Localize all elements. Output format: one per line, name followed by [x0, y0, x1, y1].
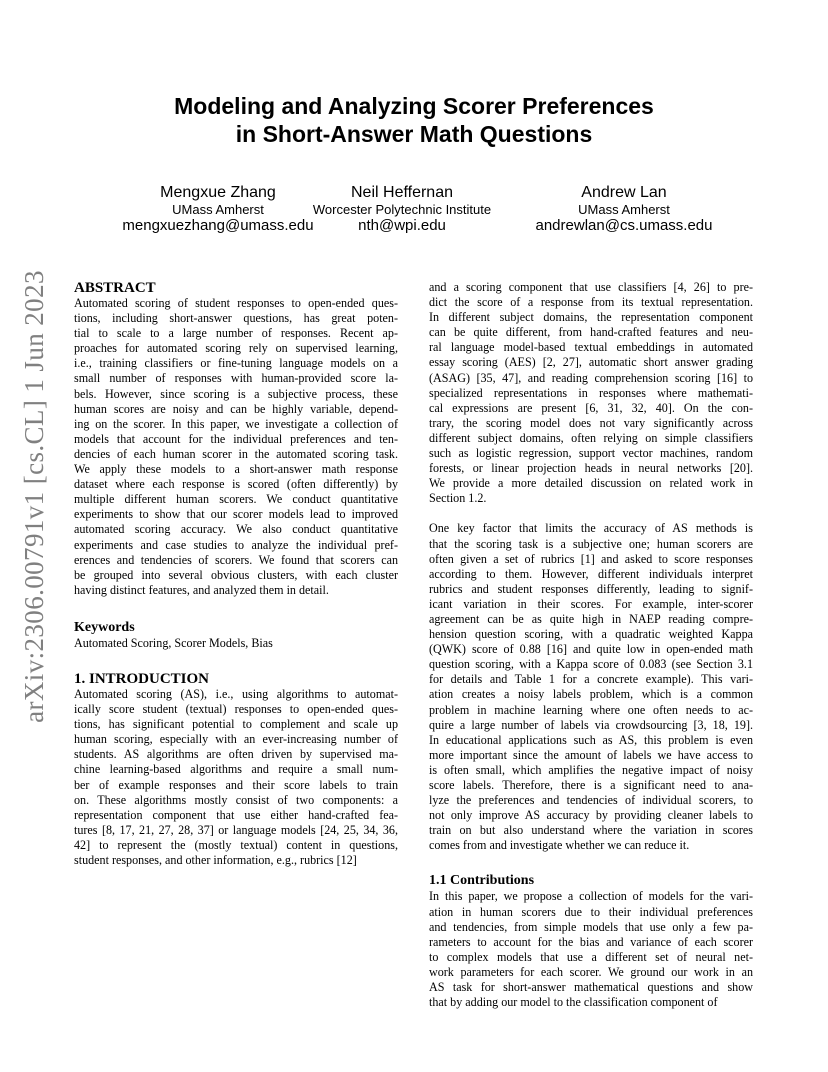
text-line: In different subject domains, the representation component: [429, 310, 753, 325]
text-line: multiple different human scorers. We conduct quantitative: [74, 492, 398, 507]
text-line: question scoring, with a Kappa score of 0.083 (see Section 3.1: [429, 657, 753, 672]
text-line: (ASAG) [35, 47], and reading comprehension scoring [16] to: [429, 370, 753, 385]
text-line: (QWK) score of 0.88 [16] and quite low in open-ended math: [429, 642, 753, 657]
text-line: and a scoring component that use classifiers [4, 26] to pre-: [429, 280, 753, 294]
text-line: proaches for automated scoring rely on supervised learning,: [74, 341, 398, 356]
author-name: Mengxue Zhang: [160, 184, 276, 201]
text-line: In this paper, we propose a collection of models for the vari-: [429, 889, 753, 904]
text-line: tial to scale to a large number of responses. Recent ap-: [74, 326, 398, 341]
text-line: that by adding our model to the classification component of: [429, 995, 718, 1010]
text-line: models that account for the individual preferences and ten-: [74, 431, 398, 446]
text-line: dict the score of a response from its textual representation.: [429, 295, 753, 310]
text-line: rubrics and student responses differently, leading to signif-: [429, 581, 753, 596]
intro-paragraph: [429, 521, 753, 853]
text-line: tions, has significant potential to complement and scale up: [74, 717, 398, 732]
title-line-1: Modeling and Analyzing Scorer Preferences: [174, 93, 654, 119]
text-line: comes from and investigate whether we can reduce it.: [429, 838, 690, 853]
right-column: [429, 280, 753, 1010]
text-line: ation creates a noisy labels problem, which is a common: [429, 687, 753, 702]
text-line: We provide a more detailed discussion on related work in: [429, 476, 753, 491]
text-line: In educational applications such as AS, this problem is even: [429, 732, 753, 747]
text-line: hension question scoring, with a quadratic weighted Kappa: [429, 627, 753, 642]
text-line: ation in human scorers due to their individual preferences: [429, 904, 753, 919]
text-line: We apply these models to a short-answer math response: [74, 462, 398, 477]
author-email: nth@wpi.edu: [358, 217, 446, 234]
keywords-heading: Keywords: [74, 619, 135, 635]
contributions-body: [429, 889, 753, 1010]
text-line: cal expressions are present [6, 31, 32, 40]. On the con-: [429, 400, 753, 415]
author-affiliation: UMass Amherst: [578, 202, 670, 217]
text-line: lyze the preferences and tendencies of individual scorers, to: [429, 793, 753, 808]
text-line: ber of example responses and their score labels to train: [74, 777, 398, 792]
text-line: ically score student (textual) responses to open-ended ques-: [74, 702, 398, 717]
text-line: quire a large number of labels via crowdsourcing [3, 18, 19].: [429, 717, 753, 732]
author-email: mengxuezhang@umass.edu: [122, 217, 314, 234]
abstract-body: [74, 296, 398, 598]
text-line: ing on the scorer. In this paper, we investigate a collection of: [74, 416, 398, 431]
text-line: One key factor that limits the accuracy of AS methods is: [429, 521, 753, 536]
text-line: trary, the scoring model does not vary significantly across: [429, 415, 753, 430]
text-line: tions, including short-answer questions, has great poten-: [74, 311, 398, 326]
text-line: to complex models that use a different set of neural net-: [429, 949, 753, 964]
text-line: chine learning-based algorithms and require a small num-: [74, 762, 398, 777]
text-line: tures [8, 17, 21, 27, 28, 37] or language models [24, 25, 34, 36,: [74, 822, 398, 837]
text-line: Automated scoring (AS), i.e., using algorithms to automat-: [74, 686, 398, 701]
text-line: on. These algorithms mostly consist of two components: a: [74, 792, 398, 807]
author-affiliation: UMass Amherst: [172, 202, 264, 217]
text-line: dencies of each human scorer in the automated scoring task.: [74, 446, 398, 461]
author-affiliation: Worcester Polytechnic Institute: [312, 202, 492, 217]
text-line: different subject domains, often relying on simple classifiers: [429, 430, 753, 445]
text-line: according to them. However, different individuals interpret: [429, 566, 753, 581]
text-line: small number of responses with human-provided score la-: [74, 371, 398, 386]
text-line: i.e., training classifiers or fine-tuning language models on a: [74, 356, 398, 371]
text-line: not only improve AS accuracy by providing cleaner labels to: [429, 808, 753, 823]
contributions-heading: 1.1 Contributions: [429, 873, 535, 889]
text-line: automated scoring accuracy. We also conduct quantitative: [74, 522, 398, 537]
text-line: experiments to show that our scorer models lead to improved: [74, 507, 398, 522]
text-line: that the scoring task is a subjective one; human scorers are: [429, 536, 753, 551]
text-line: for details and Table 1 for a concrete example). This vari-: [429, 672, 753, 687]
intro-heading: 1. INTRODUCTION: [74, 670, 210, 687]
text-line: essay scoring (AES) [2, 27], automatic short answer grading: [429, 355, 753, 370]
intro-paragraph: [429, 280, 753, 506]
text-line: Automated scoring of student responses to open-ended ques-: [74, 296, 398, 310]
title-line-2: in Short-Answer Math Questions: [235, 121, 593, 147]
text-line: students. AS algorithms are often driven by supervised ma-: [74, 747, 398, 762]
text-line: erences and tendencies of scorers. We found that scorers can: [74, 552, 398, 567]
abstract-heading: ABSTRACT: [74, 280, 156, 296]
text-line: having distinct features, and analyzed them in detail.: [74, 582, 329, 597]
text-line: often given a set of rubrics [1] and asked to score responses: [429, 551, 753, 566]
arxiv-identifier: arXiv:2306.00791v1 [cs.CL] 1 Jun 2023: [18, 269, 49, 723]
text-line: can be quite different, from hand-crafted features and neu-: [429, 325, 753, 340]
author-email: andrewlan@cs.umass.edu: [535, 217, 713, 234]
text-line: dataset where each response is scored (often differently) by: [74, 477, 398, 492]
keywords-text: Automated Scoring, Scorer Models, Bias: [74, 635, 273, 650]
text-line: icant variation in their scores. For example, inter-scorer: [429, 596, 753, 611]
intro-body-left: [74, 687, 398, 868]
text-line: human scores are noisy and can be highly variable, depend-: [74, 401, 398, 416]
text-line: Section 1.2.: [429, 491, 487, 506]
text-line: human scoring, especially with an ever-increasing number of: [74, 732, 398, 747]
author-block-2: [294, 184, 510, 234]
text-line: is often small, which amplifies the negative impact of noisy: [429, 762, 753, 777]
text-line: specialized representations in responses where mathemati-: [429, 385, 753, 400]
text-line: forests, or linear projection heads in neural networks [20].: [429, 461, 753, 476]
text-line: student responses, and other information, e.g., rubrics [12]: [74, 853, 357, 867]
paper-title: [100, 92, 728, 148]
text-line: 42] to represent the (mostly textual) content in questions,: [74, 837, 398, 852]
text-line: work parameters for each scorer. We ground our work in an: [429, 964, 753, 979]
author-name: Neil Heffernan: [351, 184, 453, 201]
text-line: ral language model-based textual embeddings in automated: [429, 340, 753, 355]
text-line: AS task for short-answer mathematical questions and show: [429, 980, 753, 995]
text-line: experiments and case studies to analyze the individual pref-: [74, 537, 398, 552]
text-line: rameters to account for the bias and variance of each scorer: [429, 934, 753, 949]
text-line: bels. However, since scoring is a subjective process, these: [74, 386, 398, 401]
text-line: be grouped into several obvious clusters, with each cluster: [74, 567, 398, 582]
text-line: score labels. Therefore, there is a significant need to ana-: [429, 778, 753, 792]
text-line: train on but also understand where the variation in scores: [429, 823, 753, 838]
left-column: [74, 280, 398, 868]
text-line: agreement can be as quite high in NAEP reading compre-: [429, 611, 753, 626]
text-line: representation component that use either hand-crafted fea-: [74, 807, 398, 822]
author-name: Andrew Lan: [581, 184, 667, 201]
text-line: and tendencies, from simple models that use only a few pa-: [429, 919, 753, 934]
text-line: problem in machine learning where one often needs to ac-: [429, 702, 753, 717]
author-block-3: [514, 184, 734, 234]
text-line: such as logistic regression, support vector machines, random: [429, 446, 753, 461]
text-line: more important since the amount of labels we have access to: [429, 747, 753, 762]
